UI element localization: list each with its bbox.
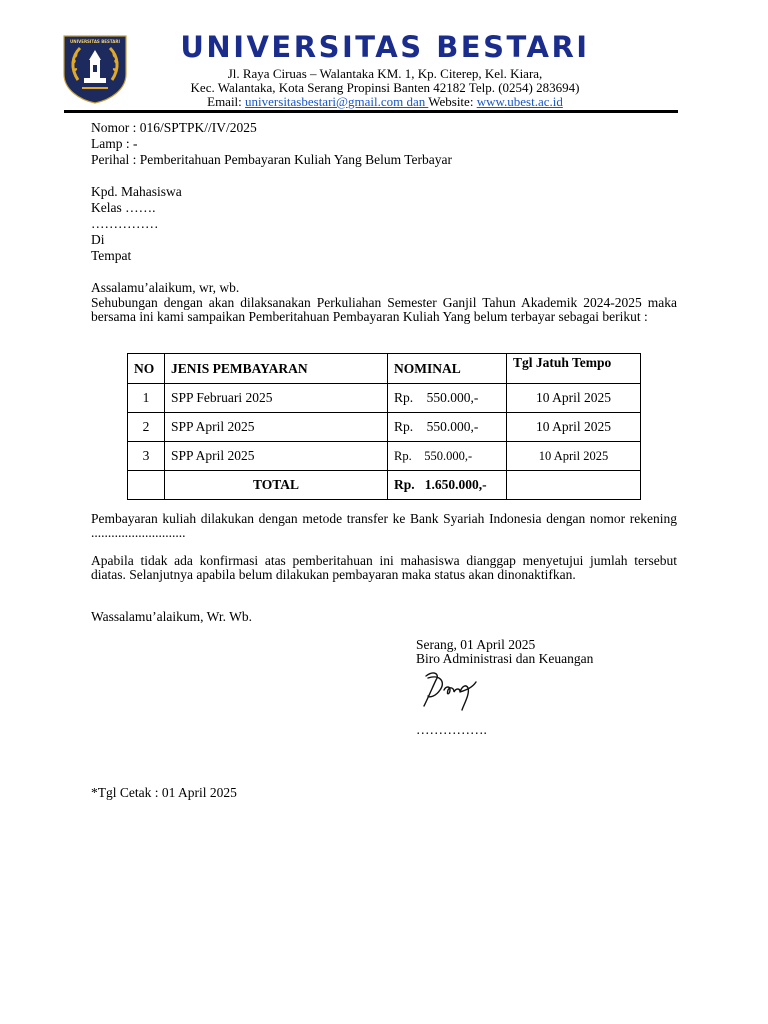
greeting: Assalamu’alaikum, wr, wb.	[91, 280, 240, 295]
header-tempo: Tgl Jatuh Tempo	[507, 354, 641, 384]
recipient: Kpd. Mahasiswa	[91, 184, 182, 199]
email-label: Email:	[207, 94, 242, 109]
signer-position: Biro Administrasi dan Keuangan	[416, 651, 594, 666]
recipient-dots: ……………	[91, 216, 159, 231]
university-logo	[62, 34, 128, 104]
closing-greeting: Wassalamu’alaikum, Wr. Wb.	[91, 609, 252, 624]
cell-tempo: 10 April 2025	[507, 442, 641, 471]
cell-nominal: Rp. 550.000,-	[388, 384, 507, 413]
cell-jenis: SPP April 2025	[165, 413, 388, 442]
total-label: TOTAL	[165, 471, 388, 500]
signer-name: …………….	[416, 722, 487, 737]
cell-nominal: Rp. 550.000,-	[388, 413, 507, 442]
table-header-row	[128, 354, 641, 384]
university-name: UNIVERSITAS BESTARI	[180, 30, 590, 64]
payment-table	[127, 353, 641, 500]
place-date: Serang, 01 April 2025	[416, 637, 536, 652]
signature-image	[420, 668, 480, 712]
website-link[interactable]: www.ubest.ac.id	[476, 94, 563, 109]
header-rule-thick	[64, 110, 678, 113]
address-line-2: Kec. Walantaka, Kota Serang Propinsi Banten 42182 Telp. (0254) 283694)	[190, 80, 580, 95]
confirmation-paragraph: Apabila tidak ada konfirmasi atas pemberitahuan ini mahasiswa dianggap menyetujui jumlah tersebut diatas. Selanjutnya apabila belum dilakukan pembayaran maka status akan dinonaktifkan.	[91, 553, 677, 582]
address-line-1: Jl. Raya Ciruas – Walantaka KM. 1, Kp. Citerep, Kel. Kiara,	[227, 66, 543, 81]
header-nominal: NOMINAL	[388, 354, 507, 384]
intro-paragraph: Sehubungan dengan akan dilaksanakan Perkuliahan Semester Ganjil Tahun Akademik 2024-2025 maka bersama ini kami sampaikan Pemberitahuan Pembayaran Kuliah Yang belum terbayar sebagai berikut :	[91, 295, 677, 324]
recipient-place: Tempat	[91, 248, 132, 263]
total-value: Rp. 1.650.000,-	[388, 471, 507, 500]
cell-tempo: 10 April 2025	[507, 413, 641, 442]
subject: Perihal : Pemberitahuan Pembayaran Kuliah Yang Belum Terbayar	[91, 152, 452, 167]
recipient-di: Di	[91, 232, 105, 247]
header-no: NO	[128, 354, 165, 384]
cell-no: 3	[128, 442, 165, 471]
attachment: Lamp : -	[91, 136, 138, 151]
cell-no: 2	[128, 413, 165, 442]
email-link[interactable]: universitasbestari@gmail.com dan	[245, 94, 429, 109]
table-row	[128, 442, 641, 471]
contact-line	[130, 94, 640, 109]
letter-number: Nomor : 016/SPTPK//IV/2025	[91, 120, 257, 135]
table-row	[128, 384, 641, 413]
table-row	[128, 413, 641, 442]
table-total-row	[128, 471, 641, 500]
cell-jenis: SPP April 2025	[165, 442, 388, 471]
cell-tempo: 10 April 2025	[507, 384, 641, 413]
cell-nominal: Rp. 550.000,-	[388, 442, 507, 471]
header-jenis: JENIS PEMBAYARAN	[165, 354, 388, 384]
print-date: *Tgl Cetak : 01 April 2025	[91, 785, 237, 800]
transfer-paragraph: Pembayaran kuliah dilakukan dengan metode transfer ke Bank Syariah Indonesia dengan nomor rekening ............................	[91, 511, 677, 540]
website-label: Website:	[428, 94, 474, 109]
cell-jenis: SPP Februari 2025	[165, 384, 388, 413]
cell-no: 1	[128, 384, 165, 413]
logo-text: UNIVERSITAS BESTARI	[70, 39, 120, 44]
recipient-class: Kelas …….	[91, 200, 156, 215]
